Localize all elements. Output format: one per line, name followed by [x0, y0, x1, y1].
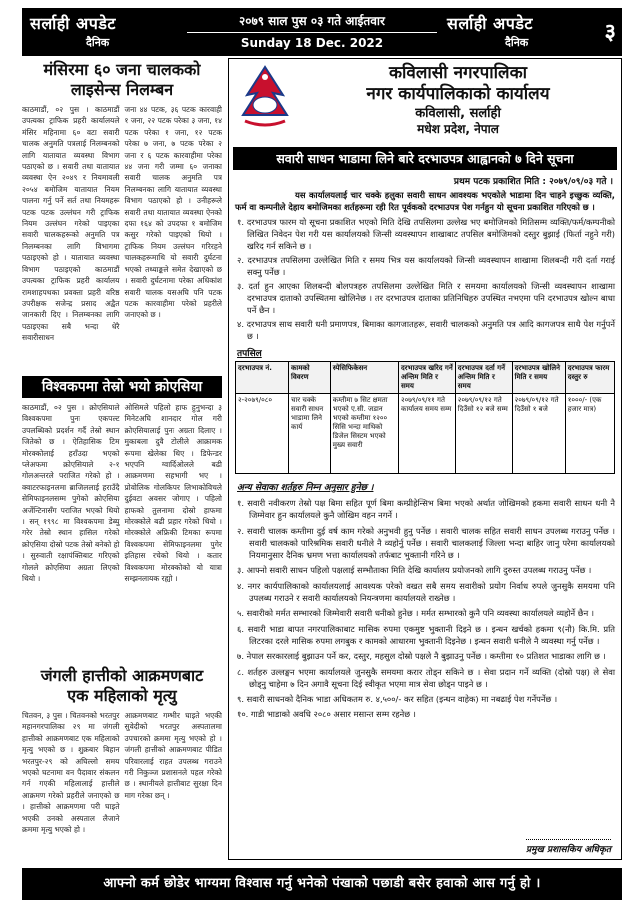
table-cell: १०००/- (एक हजार मात्र)	[565, 394, 614, 474]
column-header: कामको विवरण	[289, 362, 331, 394]
article-body: जना ४४ पटक, ३६ पटक कारवाही १ जना, २२ पटक परेका ३ जना, १४ पटक परेका १ जना, १२ पटक परेका ७ जना, ७ पटक परेका २ जना र ६ पटक कारवाहीमा परेका ४४ जना गरी जम्मा ६० जनाका सवारी चालक अनुमति पत्र निलम्बनका लागि यातायात व्यवस्था विभाग पठाएको हो । उनीहरूले सवारी तथा यातायात व्यवस्था ऐनको दफा १६४ को उपदफा १ बमोजिम कसुर गरेको पाइएको थियो । ट्राफिक नियम उल्लंघन गरिरहने चालकहरूमाथि यो सवारी दुर्घटना भएको तथ्याङ्कले समेत देखाएको छ । सवारी दुर्घटनामा परेका अधिकांश सवारी चालक यसअघि पनि पटक पटक कारवाहीमा परेको प्रहरीले जनाएको छ ।	[124, 105, 222, 320]
table-header-row	[236, 362, 615, 394]
newspaper-page	[22, 8, 622, 903]
article-body: आक्रमणबाट गम्भीर घाइते भएकी सुवेदीको भरतपुर अस्पतालमा उपचारको क्रममा मृत्यु भएको हो । जंगली हात्तीको आक्रमणबाट पीडित परिवारलाई राहत उपलब्ध गराउने गरी निकुञ्ज प्रशासनले पहल गरेको छ । स्थानीयले हात्तीबाट सुरक्षा दिन माग गरेका छन् ।	[124, 711, 222, 800]
table-cell: चार चक्के सवारी साधन भाडामा लिने कार्य	[289, 394, 331, 474]
column-header: दरभाउपत्र फारम दस्तुर रु	[565, 362, 614, 394]
article-headline: जंगली हात्तीको आक्रमणबाट	[40, 666, 204, 685]
list-item: १. दरभाउपत्र फारम यो सूचना प्रकाशित भएको मिति देखि तपसिलमा उल्लेख भए बमोजिमको मितिसम्म व्यक्ति/फर्म/कम्पनीको लिखित निवेदन पेश गरी यस कार्यालयको जिन्सी व्यवस्थापन शाखाबाट तपसिल बमोजिमको दस्तुर बुझाई (फिर्ता नहुने गरी) खरिद गर्न सकिने छ ।	[237, 217, 615, 251]
schedule-table	[235, 361, 615, 474]
paper-name-right: सर्लाही अपडेट	[447, 14, 533, 33]
table-cell: कम्तीमा ७ सिट क्षमता भएको ए.सी. जडान भएको कम्तीमा १२०० सिसि भन्दा माथिको डिजेल सिस्टम भएको मुख्य सवारी	[330, 394, 398, 474]
tender-notice	[228, 58, 622, 860]
office-name: नगर कार्यपालिकाको कार्यालय	[366, 84, 550, 104]
office-heading	[293, 63, 623, 137]
procedure-list	[229, 213, 621, 342]
article-elephant-attack	[22, 666, 222, 876]
list-item: ९. सवारी साधनको दैनिक भाडा अधिकतम रु. ४,५००/- कर सहित (इन्धन वाहेक) मा नबढाई पेश गर्नेपर्नेछ ।	[237, 694, 558, 705]
article-headline: मंसिरमा ६० जना चालकको	[43, 60, 201, 79]
table-cell: २०७९/०९/१२ गते दिउँसो १२ बजे सम्म	[455, 394, 512, 474]
municipality-name: कविलासी नगरपालिका	[388, 63, 528, 83]
column-header: दरभाउपत्र खरिद गर्ने अन्तिम मिति र समय	[398, 362, 455, 394]
list-item: ७. नेपाल सरकारलाई बुझाउन पर्ने कर, दस्तुर, महसुल दोस्रो पक्षले नै बुझाउनु पर्नेछ । कम्तीमा १० प्रतिशत भाडाका लागि छ ।	[237, 651, 606, 662]
table-cell: २०७९/०९/१२ गते दिउँसो १ बजे	[512, 394, 565, 474]
news-column	[22, 60, 222, 860]
conditions-title: अन्य सेवाका शर्तहरु निम्न अनुसार हुनेछ ।	[237, 483, 374, 493]
page-number: ३	[604, 20, 616, 45]
date-nepali: २०७९ साल पुस ०३ गते आईतवार	[187, 12, 437, 33]
footer-slogan: आफ्नो कर्म छोडेर भाग्यमा विश्वास गर्नु भनेको पंखाको पछाडी बसेर हवाको आस गर्नु हो ।	[22, 868, 622, 900]
list-item: १. सवारी नवीकरण तेस्रो पक्ष बिमा सहित पूर्ण बिमा कम्प्रीहेन्सिभ बिमा भएको अर्थात जोखिमको हकमा सवारी साधन धनी नै जिम्मेवार हुन कार्यालयले कुनै जोखिम वहन नगर्ने ।	[237, 498, 615, 521]
date-english: Sunday 18 Dec. 2022	[240, 36, 384, 50]
office-province: मधेश प्रदेश, नेपाल	[417, 122, 499, 136]
article-headline: लाइसेन्स निलम्बन	[70, 80, 174, 99]
publish-date: प्रथम पटक प्रकाशित मिति : २०७९/०९/०३ गते ।	[453, 177, 613, 187]
list-item: ३. दर्ता हुन आएका शिलबन्दी बोलपत्रहरु तपसिलमा उल्लेखित मिति र समयमा कार्यालयको जिन्सी व्यवस्थापन शाखामा दरभाउपत्र दाताको उपस्थितमा खोलिनेछ । तर दरभाउपत्र दाताका प्रतिनिधिहरु उपस्थित नभएमा पनि दरभाउपत्र खोल्न बाधा पर्ने छैन ।	[237, 281, 615, 315]
article-license-suspension	[22, 60, 222, 372]
article-headline: विश्वकपमा तेस्रो भयो क्रोएसिया	[22, 376, 222, 398]
signature-line: प्रमुख प्रशासकिय अधिकृत	[526, 839, 611, 855]
paper-type-right: दैनिक	[505, 36, 529, 49]
list-item: ४. नगर कार्यपालिकाको कार्यालयलाई आवश्यक परेको वखत सबै समय सवारीको प्रयोग निर्वाध रुपले जुनसुकै समयमा पनि उपलब्ध गराउने र सवारी कार्यालयको नियन्त्रणमा कार्यालयले राख्नेछ ।	[237, 580, 615, 604]
masthead-date	[187, 12, 437, 50]
article-worldcup-croatia	[22, 376, 222, 662]
table-row	[236, 394, 615, 474]
notice-intro: यस कार्यालयलाई चार चक्के हलुका सवारी साधन आवश्यक भएकोले भाडामा दिन चाहने इच्छुक व्यक्ति, फर्म वा कम्पनीले देहाय बमोजिमका शर्तहरूमा रही रित पूर्वकको दरभाउपत्र पेश गर्नहुन यो सूचना प्रकाशित गरिएको छ ।	[235, 190, 615, 212]
office-address: कविलासी, सर्लाही	[415, 106, 501, 121]
column-header: दरभाउपत्र खोलिने मिति र समय	[512, 362, 565, 394]
list-item: ५. सवारीको मर्मत सम्भारको जिम्मेवारी सवारी धनीको हुनेछ । मर्मत सम्भारको कुनै पनि व्यवस्था कार्यालयले व्यहोर्ने छैन ।	[237, 608, 594, 619]
article-body: काठमाडौं, ०२ पुस । काठमाडौं उपत्यका ट्राफिक प्रहरी कार्यालयले मंसिर महिनामा ६० वटा सवारी चालक अनुमति पत्रलाई निलम्बनको लागि यातायात व्यवस्था विभाग पठाएको छ । सवारी तथा यातायात व्यवस्था ऐन २०४९ र नियमावली २०५४ बमोजिम यातायात नियम पालना गर्नु पर्ने सर्त तथा नियमहरू पटक पटक उल्लंघन गरी ट्राफिक नियम उल्लंघन गरेको पाइएका सवारी चालकहरूको अनुमति पत्र निलम्बनका लागि विभागमा पठाइएको हो । यातायात व्यवस्था विभाग पठाइएको काठमाडौं उपत्यका ट्राफिक प्रहरी कार्यालय रामशाहपथका प्रवक्ता प्रहरी वरिष्ठ उपरीक्षक सजेन्द्र प्रसाद अद्वैत जानकारी दिए । निलम्बनका लागि पठाइएका सबै भन्दा धेरै सवारीसाधन	[22, 105, 120, 343]
list-item: २. दरभाउपत्र तपसिलमा उल्लेखित मिति र समय भित्र यस कार्यालयको जिन्सी व्यवस्थापन शाखामा शिलबन्दी गरी दर्ता गराई सक्नु पर्नेछ ।	[237, 255, 615, 277]
article-headline: एक महिलाको मृत्यु	[67, 686, 177, 705]
list-item: २. सवारी चालक कम्तीमा दुई वर्ष काम गरेको अनुभवी हुनु पर्नेछ । सवारी चालक सहित सवारी साधन उपलब्ध गराउनु पर्नेछ । सवारी चालकको पारिश्रमिक सवारी धनीले नै व्यहोर्नु पर्नेछ । सवारी चालकलाई जिल्ला भन्दा बाहिर जानु परेमा कार्यालयको नियमानुसार दैनिक भ्रमण भत्ता कार्यालयको तर्फबाट भुक्तानी गरिने छ ।	[237, 525, 615, 561]
masthead	[22, 8, 622, 56]
list-item: १०. गाडी भाडाको अवधि २०८० असार मसान्त सम्म रहनेछ ।	[237, 709, 416, 720]
column-header: दरभाउपत्र नं.	[236, 362, 289, 394]
list-item: ४. दरभाउपत्र साथ सवारी धनी प्रमाणपत्र, बिमाका कागजातहरू, सवारी चालकको अनुमति पत्र आदि कागजपत्र साथै पेश गर्नुपर्ने छ ।	[237, 319, 615, 341]
schedule-title: तपसिल	[237, 349, 262, 359]
list-item: ६. सवारी भाडा बापत नगरपालिकाबाट मासिक रुपमा एकमुष्ट भुक्तानी दिइने छ । इन्धन खर्चको हकमा ९(नौ) कि.मि. प्रति लिटरका दरले मासिक रुपमा लगबुक र कामको आधारमा भुक्तानी दिइनेछ । इन्धन सवारी धनीले नै व्यवस्था गर्नु पर्नेछ ।	[237, 623, 615, 646]
masthead-left	[30, 12, 116, 50]
column-header: दरभाउपत्र दर्ता गर्ने अन्तिम मिति र समय	[455, 362, 512, 394]
nepal-emblem-icon	[235, 63, 295, 133]
article-body: काठमाडौं, ०२ पुस । क्रोएसियाले विश्वकपमा पुनः एकपल्ट उपलब्धिको प्रदर्शन गर्दै तेस्रो स्थान जितेको छ । ऐतिहासिक टिम मोरक्कोलाई हराँउदा भएको प्लेअफमा क्रोएसियाले २-१ गोलअन्तरले पराजित गरेको हो । क्वाटरफाइनलमा ब्राजिललाई हराउँदै सेमिफाइनलसम्म पुगेको क्रोएसिया अर्जेन्टिनासँग पराजित भएको थियो । सन् १९९८ मा विश्वकपमा डेब्यु गरेर तेस्रो स्थान हासिल गरेको क्रोएसिया दोस्रो पटक तेस्रो बनेको हो । सुरुवाती रक्षापंक्तिबाट गरिएको गोलले क्रोएसिया अग्रता लिएको थियो ।	[22, 403, 120, 584]
conditions-list	[229, 495, 621, 721]
table-cell: २०७९/०९/११ गते कार्यालय समय सम्म	[398, 394, 455, 474]
list-item: ३. आफ्नो सवारी साधन पहिलो पक्षलाई सम्भौताका मिति देखि कार्यालय प्रयोजनको लागि दुरुस्त उपलब्ध गराउनु पर्नेछ ।	[237, 565, 592, 576]
article-body: ओसिमले पहिलो हाफ हुनुभन्दा ३ मिनेटअघि शानदार गोल गरी क्रोएसियालाई पुनः अग्रता दिलाए । मुकाबला दुवै टोलीले आक्रामक रूपमा खेलेका थिए । डिफेन्डर भएपनि ग्वार्दिओलले बढी आक्रमणमा सहभागी भए । प्रोवोलिक गोलकिपर लिभाकोविचले दुईवटा अवसर जोगाए । पहिलो हाफको तुलनामा दोस्रो हाफमा मोरक्कोले बढी प्रहार गरेको थियो । मोरक्कोले अफ्रिकी टिमका रूपमा विश्वकपमा सेमिफाइनलमा पुगेर इतिहास रचेको थियो । कतार विश्वकपमा मोरक्कोको यो यात्रा सम्झनलायक रह्यो ।	[124, 403, 222, 584]
notice-title: सवारी साधन भाडामा लिने बारे दरभाउपत्र आह्वानको ७ दिने सूचना	[233, 147, 617, 170]
column-header: स्पेसिफिकेसन	[330, 362, 398, 394]
masthead-right	[447, 12, 587, 50]
table-cell: २-२०७९/०८०	[236, 394, 289, 474]
article-body: चितवन, ३ पुस । चितवनको भरतपुर महानगरपालिका २९ मा जंगली हात्तीको आक्रमणबाट एक महिलाको मृत्यु भएको छ । शुक्रबार बिहान भरतपुर-२९ को अघिल्लो समय भएको घटनामा वन पैदावार संकलन गर्न गएकी महिलालाई हात्तीले आक्रमण गरेको प्रहरीले जनाएको छ । हात्तीको आक्रमणमा परी घाइते भएकी उनको अस्पताल लैजाने क्रममा मृत्यु भएको हो ।	[22, 711, 120, 835]
paper-type-left: दैनिक	[86, 36, 110, 49]
paper-name-left: सर्लाही अपडेट	[30, 14, 116, 33]
list-item: ८. शर्तहरु उल्लङ्घन भएमा कार्यालयले जुनसुकै समयमा करार तोड्न सकिने छ । सेवा प्रदान गर्ने व्यक्ति (दोस्रो पक्ष) ले सेवा छोड्नु चाहेमा ७ दिन अगावै सूचना दिई स्वीकृत भएमा मात्र सेवा छोड्न पाइने छ ।	[237, 666, 615, 689]
